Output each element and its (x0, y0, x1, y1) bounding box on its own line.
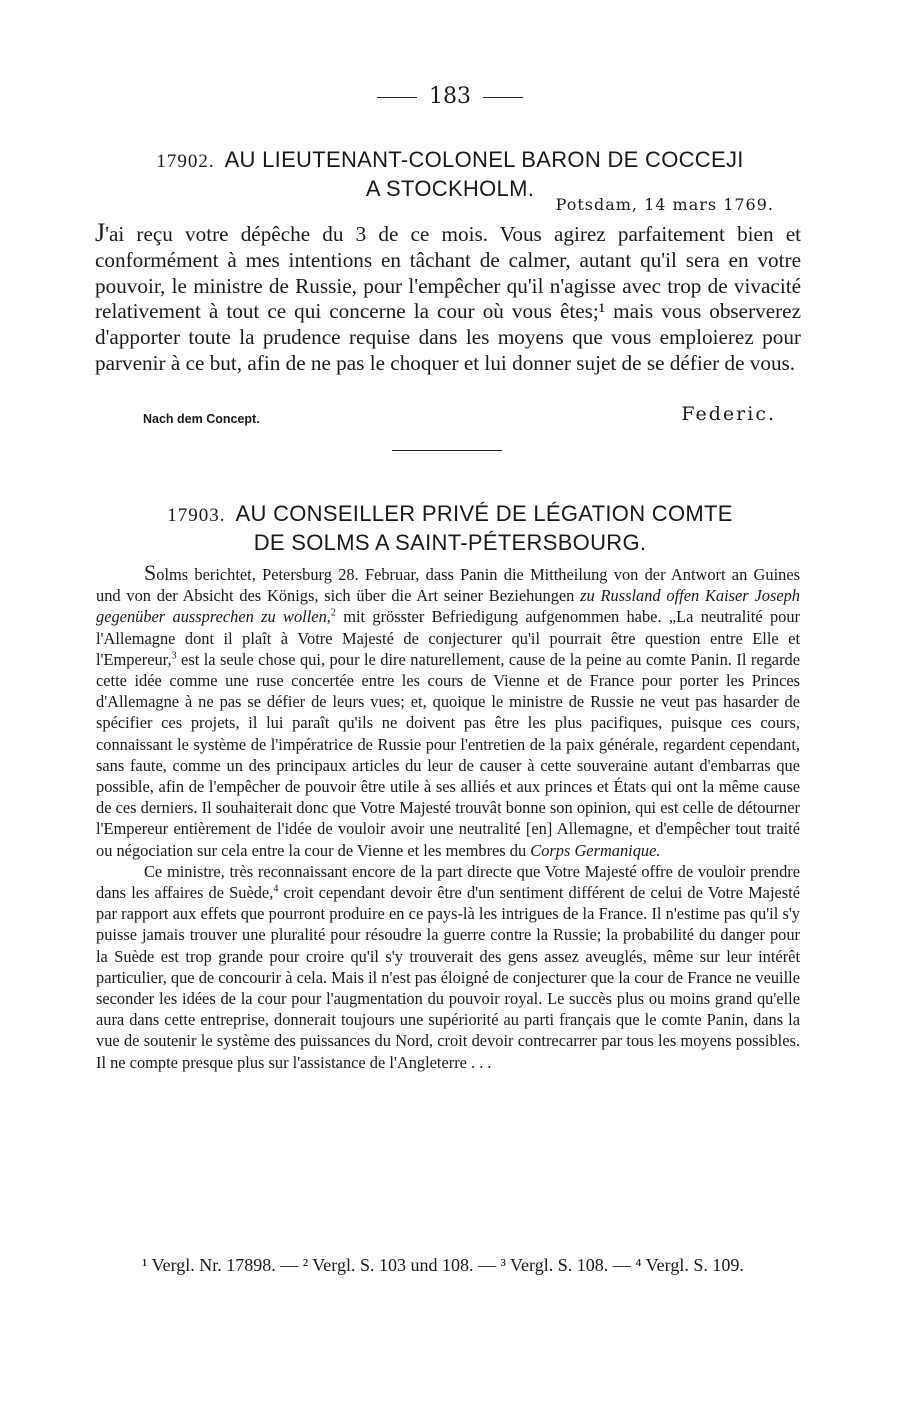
doc2-title-line2: DE SOLMS A SAINT-PÉTERSBOURG. (253, 530, 647, 555)
doc2-heading-line1 (95, 500, 805, 529)
doc1-heading-line1 (95, 146, 805, 175)
doc2-title-line1: AU CONSEILLER PRIVÉ DE LÉGATION COMTE (235, 501, 733, 526)
doc2-paragraph-2 (96, 861, 800, 1073)
doc2-p2-text-b: croit cependant devoir être d'un sentiment différent de celui de Votre Majesté par rapport aux effets que pourront produire en ce pays-là les intrigues de la France. Il n'estime pas qu'il s'y puisse jamais trouver une pluralité pour résoudre la guerre contre la Russie; la probabilité du danger pour la Suède est trop grande pour croire qu'il s'y trouverait des gens assez aveuglés, même sur leur intérêt particulier, que de concourir à cela. Mais il n'est pas éloigné de conjecturer que la cour de France ne veuille seconder les idées de la cour pour l'augmentation du pouvoir royal. Le succès plus ou moins grand qu'elle aura dans cette entreprise, donnerait toujours une supériorité au parti français que le comte Panin, dans la vue de soutenir le système des puissances du Nord, croit devoir contrecarrer par tous les moyens possibles. Il ne compte presque plus sur l'assistance de l'Angleterre . . . (96, 883, 800, 1072)
doc2-footnote-ref-3: 3 (171, 650, 177, 662)
doc1-body-text: 'ai reçu votre dépêche du 3 de ce mois. Vous agirez parfaitement bien et conformément à mes intentions en tâchant de calmer, autant qu'il sera en votre pouvoir, le ministre de Russie, pour l'empêcher qu'il n'agisse avec trop de vivacité relativement à tout ce qui concerne la cour où vous êtes;¹ mais vous observerez d'apporter toute la prudence requise dans les moyens que vous emploierez pour parvenir à ce but, afin de ne pas le choquer et lui donner sujet de se défier de vous. (95, 222, 801, 375)
page-number-dash-right (483, 97, 523, 98)
doc2-p1-italic-2: Corps Germanique. (530, 840, 661, 860)
doc1-heading (95, 146, 805, 202)
section-divider (392, 450, 502, 451)
doc2-initial: S (144, 560, 157, 585)
doc2-p1-italic: zu Russland offen Kaiser Joseph gegenüber aussprechen zu wollen, (96, 586, 800, 627)
page-number (0, 84, 900, 109)
doc2-footnote-ref-2: 2 (330, 607, 336, 619)
doc1-title-line2: A STOCKHOLM. (365, 176, 535, 201)
footnotes: ¹ Vergl. Nr. 17898. — ² Vergl. S. 103 und 108. — ³ Vergl. S. 108. — ⁴ Vergl. S. 109. (142, 1255, 744, 1275)
doc1-title-line1: AU LIEUTENANT-COLONEL BARON DE COCCEJI (224, 147, 744, 172)
doc2-p2-text-a: Ce ministre, très reconnaissant encore de la part directe que Votre Majesté offre de vouloir prendre dans les affaires de Suède, (96, 861, 800, 903)
doc2-p1-text-b: mit grösster Befriedigung aufgenommen habe. „La neutralité pour l'Allemagne dont il plaît à Votre Majesté de conjecturer qu'il pourrait être question entre Elle et l'Empereur, (96, 607, 800, 669)
doc1-dateline: Potsdam, 14 mars 1769. (555, 195, 774, 214)
doc1-number: 17902. (156, 151, 215, 172)
doc2-body (96, 562, 800, 1073)
doc2-p1-text-a: olms berichtet, Petersburg 28. Februar, dass Panin die Mittheilung von der Antwort an Guines und von der Absicht des Königs, sich über die Art seiner Beziehungen (96, 565, 800, 606)
doc1-source-note: Nach dem Concept. (143, 412, 260, 426)
doc1-initial: J (95, 218, 106, 247)
doc2-p1-text-c: est la seule chose qui, pour le dire naturellement, cause de la peine au comte Panin. Il regarde cette idée comme une ruse concertée entre les cours de Vienne et de France pour porter les Princes d'Allemagne à ne pas se défier de leurs vues; et, quoique le ministre de Russie ne veut pas hasarder de spécifier ces projets, il lui paraît qu'ils ne doivent pas être les plus pacifiques, puisque ces cours, connaissant le système de l'impératrice de Russie pour l'entretien de la paix générale, regardent cependant, sans faute, comme un des principaux articles du leur de causer à cette souveraine autant d'embarras que possible, afin de l'empêcher de pouvoir être utile à ses alliés et aux princes et États qui ont la même cause de ces derniers. Il souhaiterait donc que Votre Majesté trouvât bonne son opinion, qui est celle de détourner l'Empereur entièrement de l'idée de vouloir avoir une neutralité [en] Allemagne, et d'empêcher tout traité ou négociation sur cela entre la cour de Vienne et les membres du (96, 649, 800, 860)
page-number-text: 183 (429, 84, 471, 109)
doc2-paragraph-1 (96, 562, 800, 861)
doc2-number: 17903. (167, 505, 226, 526)
doc2-footnote-ref-4: 4 (273, 883, 279, 895)
doc1-signature: Federic. (681, 403, 776, 425)
page-number-dash-left (377, 97, 417, 98)
doc1-body (95, 220, 801, 377)
doc2-heading (95, 500, 805, 556)
